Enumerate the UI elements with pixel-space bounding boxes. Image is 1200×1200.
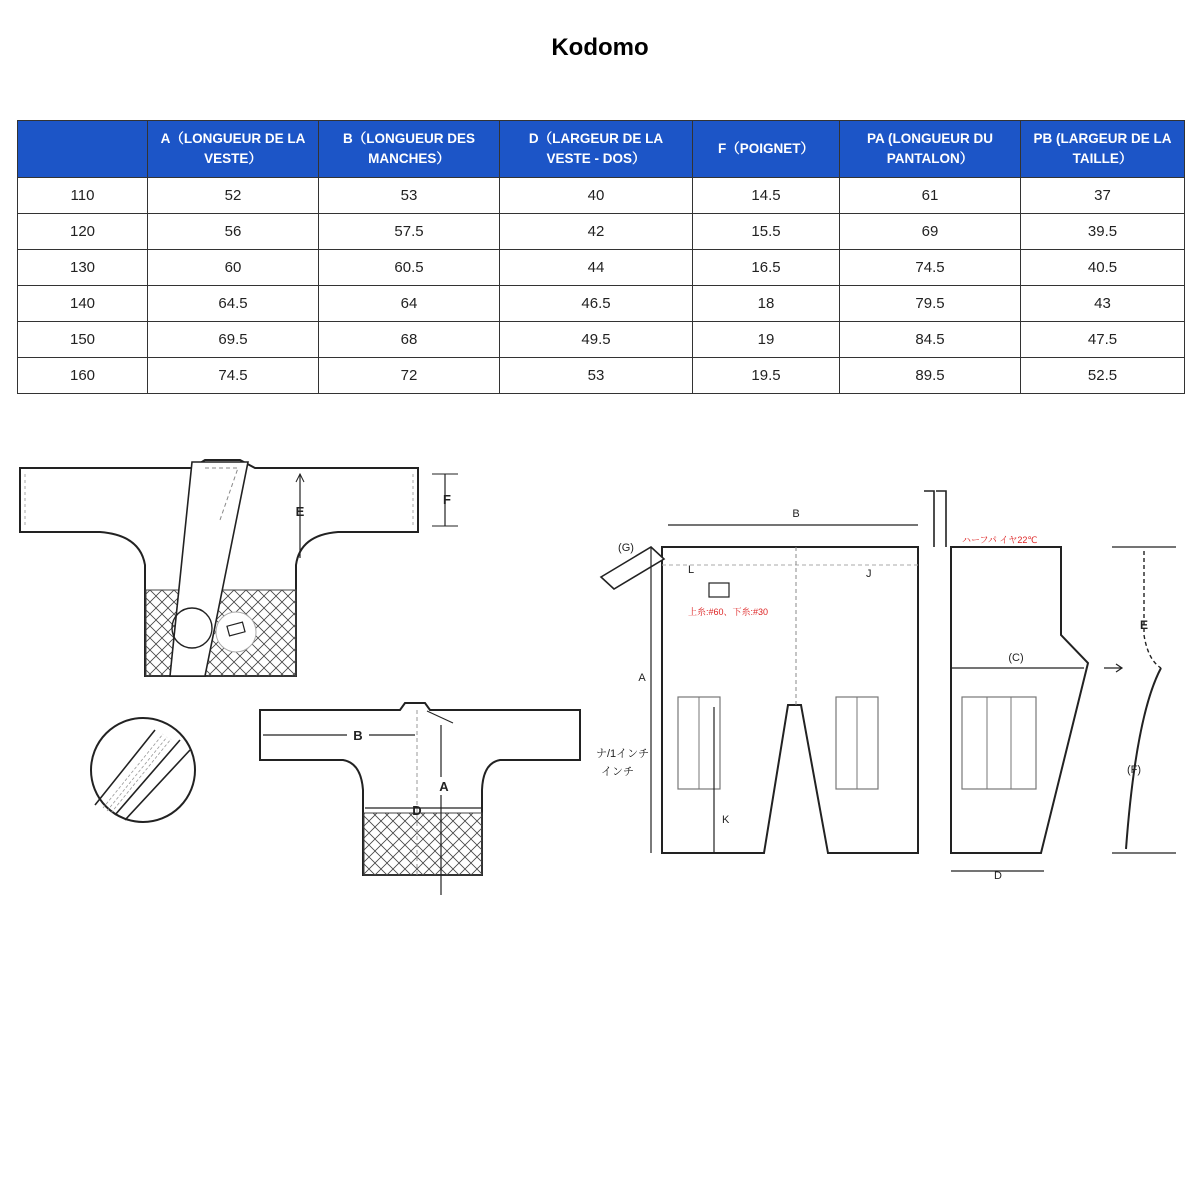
table-cell: 61 [840, 178, 1021, 214]
table-cell: 84.5 [840, 322, 1021, 358]
table-cell: 40.5 [1021, 250, 1185, 286]
jacket-back-hatched-panel [364, 813, 482, 875]
dimension-e-curve [1144, 551, 1161, 668]
column-header-size [18, 121, 148, 178]
column-header-jacket-length: A（LONGUEUR DE LA VESTE） [148, 121, 319, 178]
column-header-cuff: F（POIGNET） [693, 121, 840, 178]
table-cell: 15.5 [693, 214, 840, 250]
dimension-label-k: K [722, 814, 730, 826]
zoom-circle [91, 718, 195, 822]
column-header-sleeve-length: B（LONGUEUR DES MANCHES） [319, 121, 500, 178]
table-cell: 46.5 [500, 286, 693, 322]
dimension-label-c: (C) [1008, 652, 1024, 664]
dimension-label-b: B [792, 508, 800, 520]
dimension-label-a: A [439, 779, 449, 794]
table-cell: 18 [693, 286, 840, 322]
table-cell: 64 [319, 286, 500, 322]
table-cell: 89.5 [840, 358, 1021, 394]
table-cell: 37 [1021, 178, 1185, 214]
table-header-row [18, 121, 1185, 178]
table-cell: 69 [840, 214, 1021, 250]
table-cell: 120 [18, 214, 148, 250]
table-cell: 74.5 [148, 358, 319, 394]
dimension-label-g: (G) [618, 542, 634, 554]
dimension-label-a: A [638, 672, 646, 684]
table-cell: 52 [148, 178, 319, 214]
table-cell: 19 [693, 322, 840, 358]
dimension-label-f: (F) [1126, 764, 1142, 776]
table-cell: 53 [319, 178, 500, 214]
table-cell: 39.5 [1021, 214, 1185, 250]
table-cell: 68 [319, 322, 500, 358]
table-cell: 53 [500, 358, 693, 394]
red-note-thread: 上糸:#60、下糸:#30 [688, 607, 769, 617]
table-cell: 110 [18, 178, 148, 214]
dimension-label-e: E [295, 504, 305, 519]
jacket-back-diagram [255, 695, 595, 910]
table-row [18, 178, 1185, 214]
table-cell: 60.5 [319, 250, 500, 286]
pants-front-outline [662, 547, 918, 853]
column-header-waist-width: PB (LARGEUR DE LA TAILLE） [1021, 121, 1185, 178]
table-cell: 140 [18, 286, 148, 322]
page-title: Kodomo [551, 34, 649, 61]
table-cell: 47.5 [1021, 322, 1185, 358]
table-cell: 79.5 [840, 286, 1021, 322]
jacket-front-diagram [0, 440, 600, 700]
column-header-back-width: D（LARGEUR DE LA VESTE - DOS） [500, 121, 693, 178]
table-cell: 69.5 [148, 322, 319, 358]
dimension-label-l: L [688, 564, 695, 576]
table-row [18, 286, 1185, 322]
table-row [18, 322, 1185, 358]
table-row [18, 250, 1185, 286]
dimension-label-f: F [443, 492, 451, 507]
table-cell: 16.5 [693, 250, 840, 286]
table-cell: 40 [500, 178, 693, 214]
pants-tag [709, 583, 729, 597]
red-note-size: ハーフパ イヤ22℃ [962, 535, 1038, 545]
lapel-zoom-diagram [85, 710, 205, 830]
dimension-label-b: B [353, 728, 363, 743]
table-cell: 130 [18, 250, 148, 286]
table-cell: 57.5 [319, 214, 500, 250]
table-cell: 64.5 [148, 286, 319, 322]
dimension-label-j: J [866, 568, 872, 580]
table-cell: 150 [18, 322, 148, 358]
table-cell: 44 [500, 250, 693, 286]
side-note-1: ナ/1インチ [596, 748, 650, 760]
pants-diagram [596, 485, 1186, 885]
size-chart-table [17, 120, 1185, 394]
dimension-label-d: D [994, 870, 1002, 882]
table-cell: 60 [148, 250, 319, 286]
table-cell: 72 [319, 358, 500, 394]
table-cell: 19.5 [693, 358, 840, 394]
table-cell: 52.5 [1021, 358, 1185, 394]
table-cell: 74.5 [840, 250, 1021, 286]
table-cell: 56 [148, 214, 319, 250]
pants-waist-band [924, 491, 946, 547]
table-row [18, 214, 1185, 250]
table-cell: 49.5 [500, 322, 693, 358]
dimension-label-e: E [1139, 618, 1149, 632]
dimension-label-d: D [412, 803, 422, 818]
column-header-pants-length: PA (LONGUEUR DU PANTALON） [840, 121, 1021, 178]
table-cell: 42 [500, 214, 693, 250]
table-cell: 160 [18, 358, 148, 394]
side-note-2: インチ [601, 766, 634, 778]
table-cell: 14.5 [693, 178, 840, 214]
pants-side-outline [951, 547, 1088, 853]
table-cell: 43 [1021, 286, 1185, 322]
table-row [18, 358, 1185, 394]
dimension-f-curve [1126, 668, 1161, 849]
